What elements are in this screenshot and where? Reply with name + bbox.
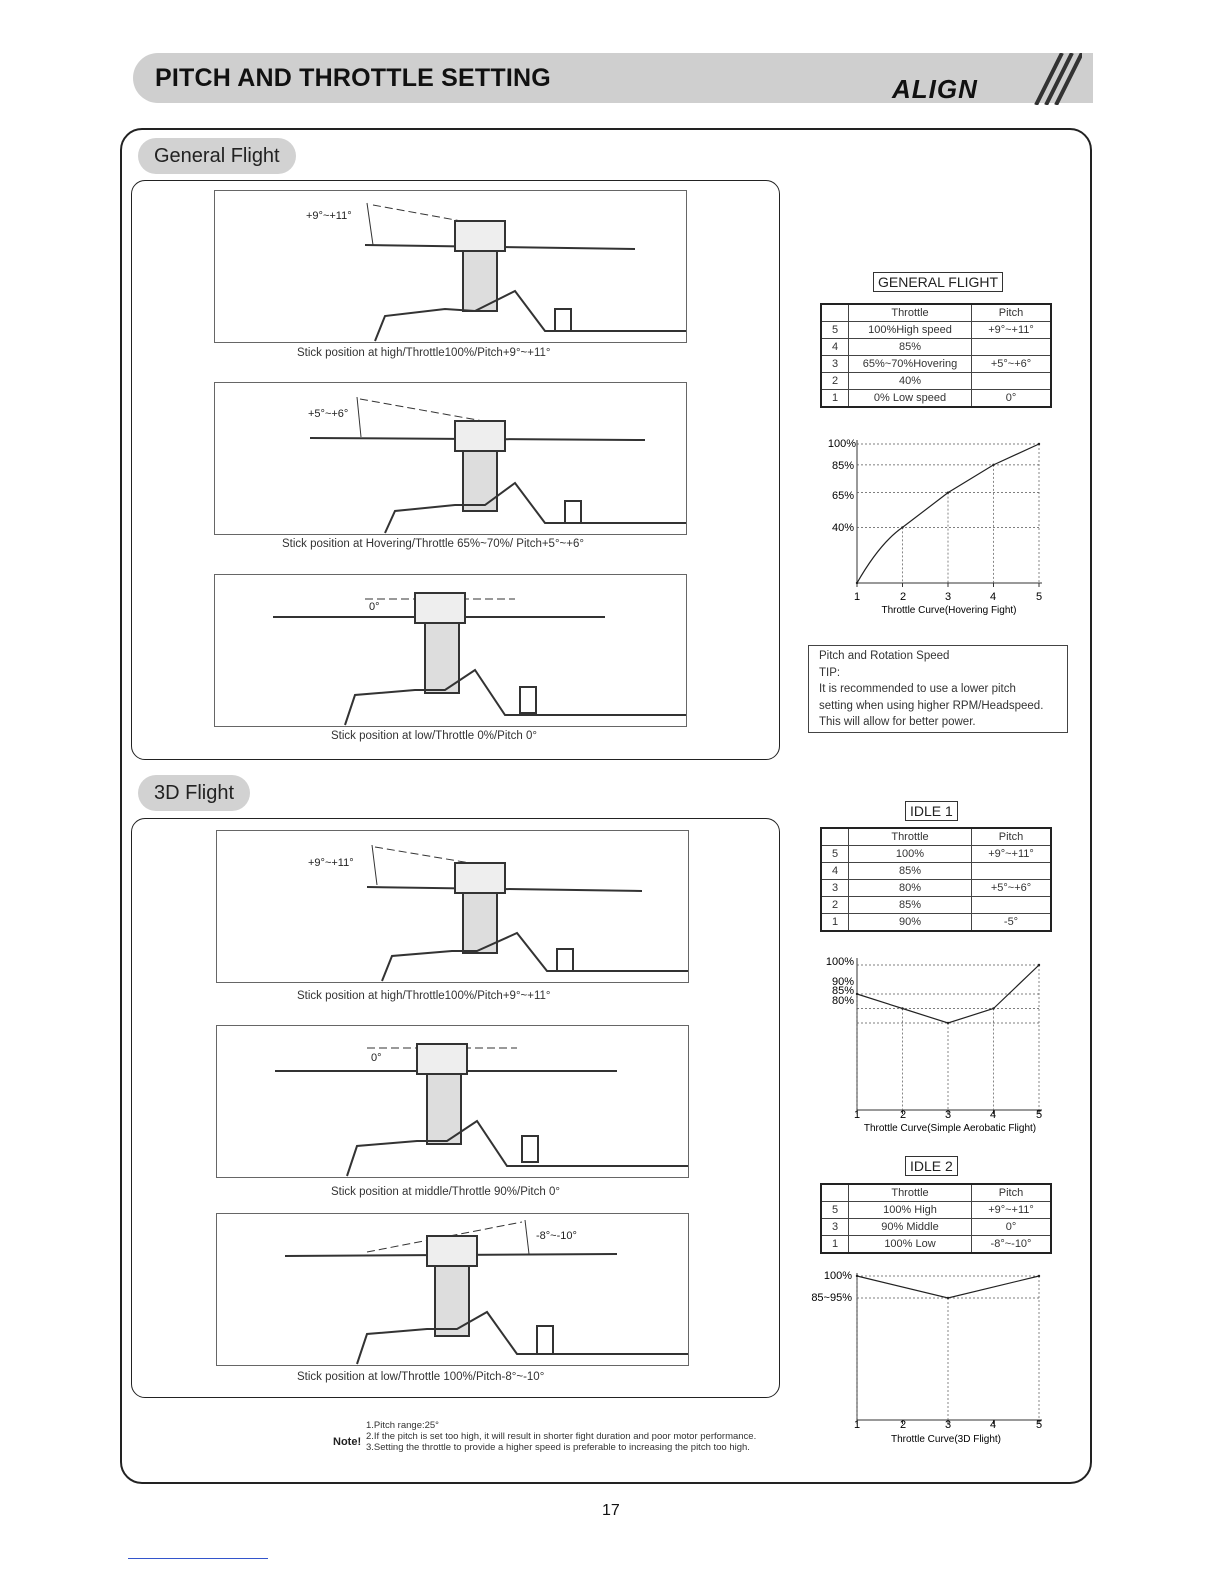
y-tick-label: 85~95% bbox=[811, 1292, 852, 1304]
note-line: 1.Pitch range:25° bbox=[366, 1420, 439, 1431]
throttle-curve-line bbox=[857, 1276, 1039, 1298]
tip-line: This will allow for better power. bbox=[819, 716, 976, 728]
table-title-general: GENERAL FLIGHT bbox=[873, 272, 1003, 292]
table-cell bbox=[972, 863, 1052, 880]
y-tick-label: 100% bbox=[825, 956, 854, 968]
y-tick-label: 65% bbox=[831, 490, 854, 502]
chart-caption: Throttle Curve(3D Flight) bbox=[890, 1434, 1002, 1445]
throttle-curve-chart-3d bbox=[790, 1265, 1070, 1450]
table-cell: 2 bbox=[821, 373, 849, 390]
throttle-curve-line bbox=[857, 965, 1039, 1023]
table-cell: 100% High bbox=[849, 1202, 972, 1219]
tip-line: It is recommended to use a lower pitch bbox=[819, 683, 1016, 695]
table-row bbox=[821, 897, 1051, 914]
table-cell: 90% Middle bbox=[849, 1219, 972, 1236]
logo-stripes bbox=[1020, 53, 1082, 105]
curve-point bbox=[1038, 964, 1040, 966]
section-label-3d: 3D Flight bbox=[138, 775, 250, 811]
table-cell: 90% bbox=[849, 914, 972, 932]
heli-illustration bbox=[217, 1026, 689, 1178]
angle-label: +5°~+6° bbox=[308, 408, 349, 420]
angle-label: -8°~-10° bbox=[536, 1230, 577, 1242]
table-row bbox=[821, 1202, 1051, 1219]
footer-link-line bbox=[128, 1558, 268, 1559]
x-tick-label: 4 bbox=[989, 591, 997, 603]
table-header: Throttle bbox=[849, 828, 972, 846]
table-header: Throttle bbox=[849, 304, 972, 322]
page-number: 17 bbox=[602, 1502, 620, 1519]
table-cell: 65%~70%Hovering bbox=[849, 356, 972, 373]
table-cell: 5 bbox=[821, 322, 849, 339]
heli-photo-3d-high bbox=[216, 830, 689, 983]
curve-point bbox=[992, 464, 994, 466]
x-tick-label: 1 bbox=[853, 1419, 861, 1431]
x-tick-label: 5 bbox=[1035, 1109, 1043, 1121]
note-label: Note! bbox=[333, 1436, 362, 1448]
table-cell: 100% bbox=[849, 846, 972, 863]
curve-point bbox=[992, 1007, 994, 1009]
table-cell: 4 bbox=[821, 339, 849, 356]
curve-point bbox=[1038, 1275, 1040, 1277]
table-row bbox=[821, 880, 1051, 897]
table-cell: +9°~+11° bbox=[972, 322, 1052, 339]
table-cell: +9°~+11° bbox=[972, 1202, 1052, 1219]
photo-caption: Stick position at high/Throttle100%/Pitch+9°~+11° bbox=[297, 990, 551, 1002]
table-cell: 40% bbox=[849, 373, 972, 390]
chart-plot bbox=[856, 1273, 1042, 1424]
chart-plot bbox=[856, 958, 1042, 1114]
table-header: Pitch bbox=[972, 304, 1052, 322]
table-cell: -5° bbox=[972, 914, 1052, 932]
table-header: Pitch bbox=[972, 828, 1052, 846]
y-tick-label: 100% bbox=[827, 438, 856, 450]
table-cell: 5 bbox=[821, 1202, 849, 1219]
note-list bbox=[366, 1420, 756, 1453]
table-cell: 1 bbox=[821, 914, 849, 932]
table-cell: 85% bbox=[849, 339, 972, 356]
x-tick-label: 3 bbox=[944, 591, 952, 603]
table-cell: 80% bbox=[849, 880, 972, 897]
tip-title: Pitch and Rotation Speed bbox=[819, 650, 950, 662]
table-cell: 1 bbox=[821, 1236, 849, 1254]
y-tick-label: 40% bbox=[831, 522, 854, 534]
photo-caption: Stick position at Hovering/Throttle 65%~70%/ Pitch+5°~+6° bbox=[282, 538, 584, 550]
table-row bbox=[821, 1236, 1051, 1254]
tip-box bbox=[808, 645, 1068, 733]
tip-line: setting when using higher RPM/Headspeed. bbox=[819, 699, 1044, 712]
photo-caption: Stick position at low/Throttle 100%/Pitch-8°~-10° bbox=[297, 1371, 545, 1383]
table-cell: 85% bbox=[849, 897, 972, 914]
heli-photo-general-low bbox=[214, 574, 687, 727]
chart-caption: Throttle Curve(Simple Aerobatic Flight) bbox=[863, 1123, 1037, 1134]
table-cell: +5°~+6° bbox=[972, 356, 1052, 373]
note-line: 2.If the pitch is set too high, it will result in shorter fight duration and poor motor performance. bbox=[366, 1431, 757, 1442]
table-cell: 2 bbox=[821, 897, 849, 914]
heli-illustration bbox=[215, 383, 687, 535]
idle1-table bbox=[820, 827, 1052, 932]
heli-photo-3d-middle bbox=[216, 1025, 689, 1178]
table-cell: +9°~+11° bbox=[972, 846, 1052, 863]
table-cell: 100% Low bbox=[849, 1236, 972, 1254]
table-cell: +5°~+6° bbox=[972, 880, 1052, 897]
table-row bbox=[821, 914, 1051, 932]
heli-photo-general-high bbox=[214, 190, 687, 343]
table-row bbox=[821, 1219, 1051, 1236]
table-header: Throttle bbox=[849, 1184, 972, 1202]
x-tick-label: 2 bbox=[899, 591, 907, 603]
heli-photo-3d-low bbox=[216, 1213, 689, 1366]
general-flight-table bbox=[820, 303, 1052, 408]
heli-illustration bbox=[217, 1214, 689, 1366]
photo-caption: Stick position at low/Throttle 0%/Pitch 0° bbox=[331, 730, 537, 742]
section-label-general: General Flight bbox=[138, 138, 296, 174]
table-row bbox=[821, 863, 1051, 880]
photo-caption: Stick position at high/Throttle100%/Pitch+9°~+11° bbox=[297, 347, 551, 359]
table-cell: 4 bbox=[821, 863, 849, 880]
y-tick-label: 85% bbox=[831, 985, 854, 997]
curve-point bbox=[901, 1007, 903, 1009]
table-header: Pitch bbox=[972, 1184, 1052, 1202]
curve-point bbox=[856, 1275, 858, 1277]
x-tick-label: 1 bbox=[853, 591, 861, 603]
curve-point bbox=[856, 582, 858, 584]
table-cell: 0° bbox=[972, 1219, 1052, 1236]
curve-point bbox=[901, 526, 903, 528]
note-line: 3.Setting the throttle to provide a higher speed is preferable to increasing the pitch too high. bbox=[366, 1442, 750, 1453]
table-cell: 5 bbox=[821, 846, 849, 863]
table-row bbox=[821, 339, 1051, 356]
angle-label: +9°~+11° bbox=[306, 210, 352, 222]
table-row bbox=[821, 846, 1051, 863]
table-cell bbox=[972, 897, 1052, 914]
angle-label: 0° bbox=[369, 601, 380, 613]
y-tick-label: 85% bbox=[831, 460, 854, 472]
table-cell: -8°~-10° bbox=[972, 1236, 1052, 1254]
heli-illustration bbox=[217, 831, 689, 983]
page-title: PITCH AND THROTTLE SETTING bbox=[155, 64, 551, 92]
table-cell: 3 bbox=[821, 880, 849, 897]
photo-caption: Stick position at middle/Throttle 90%/Pitch 0° bbox=[331, 1186, 560, 1198]
heli-illustration bbox=[215, 191, 687, 343]
table-title-idle2: IDLE 2 bbox=[905, 1156, 958, 1176]
curve-point bbox=[1038, 443, 1040, 445]
table-cell bbox=[821, 1184, 849, 1202]
heli-photo-general-hover bbox=[214, 382, 687, 535]
curve-point bbox=[856, 993, 858, 995]
x-tick-label: 2 bbox=[899, 1109, 907, 1121]
table-title-idle1: IDLE 1 bbox=[905, 801, 958, 821]
table-cell: 0% Low speed bbox=[849, 390, 972, 408]
table-cell: 3 bbox=[821, 356, 849, 373]
curve-point bbox=[947, 1022, 949, 1024]
angle-label: +9°~+11° bbox=[308, 857, 354, 869]
idle2-table bbox=[820, 1183, 1052, 1254]
x-tick-label: 4 bbox=[989, 1109, 997, 1121]
table-cell: 0° bbox=[972, 390, 1052, 408]
table-cell: 1 bbox=[821, 390, 849, 408]
x-tick-label: 5 bbox=[1035, 591, 1043, 603]
table-row bbox=[821, 390, 1051, 408]
x-tick-label: 3 bbox=[944, 1419, 952, 1431]
curve-point bbox=[947, 491, 949, 493]
align-logo: ALIGN bbox=[892, 74, 978, 104]
chart-caption: Throttle Curve(Hovering Fight) bbox=[881, 605, 1017, 616]
table-row bbox=[821, 322, 1051, 339]
x-tick-label: 4 bbox=[989, 1419, 997, 1431]
table-header-row bbox=[821, 1184, 1051, 1202]
table-row bbox=[821, 373, 1051, 390]
table-header-row bbox=[821, 828, 1051, 846]
table-cell bbox=[972, 339, 1052, 356]
curve-point bbox=[947, 1297, 949, 1299]
chart-plot bbox=[856, 440, 1042, 587]
table-cell bbox=[972, 373, 1052, 390]
table-header-row bbox=[821, 304, 1051, 322]
angle-label: 0° bbox=[371, 1052, 382, 1064]
y-tick-label: 90% bbox=[831, 976, 854, 988]
x-tick-label: 2 bbox=[899, 1419, 907, 1431]
y-tick-label: 80% bbox=[831, 995, 854, 1007]
y-tick-label: 100% bbox=[823, 1270, 852, 1282]
x-tick-label: 5 bbox=[1035, 1419, 1043, 1431]
heli-illustration bbox=[215, 575, 687, 727]
table-row bbox=[821, 356, 1051, 373]
x-tick-label: 3 bbox=[944, 1109, 952, 1121]
table-cell: 85% bbox=[849, 863, 972, 880]
throttle-curve-chart-hover bbox=[810, 432, 1070, 622]
tip-label: TIP: bbox=[819, 666, 841, 679]
table-cell: 3 bbox=[821, 1219, 849, 1236]
x-tick-label: 1 bbox=[853, 1109, 861, 1121]
table-cell: 100%High speed bbox=[849, 322, 972, 339]
throttle-curve-chart-aerobatic bbox=[810, 950, 1070, 1140]
table-cell bbox=[821, 304, 849, 322]
table-cell bbox=[821, 828, 849, 846]
